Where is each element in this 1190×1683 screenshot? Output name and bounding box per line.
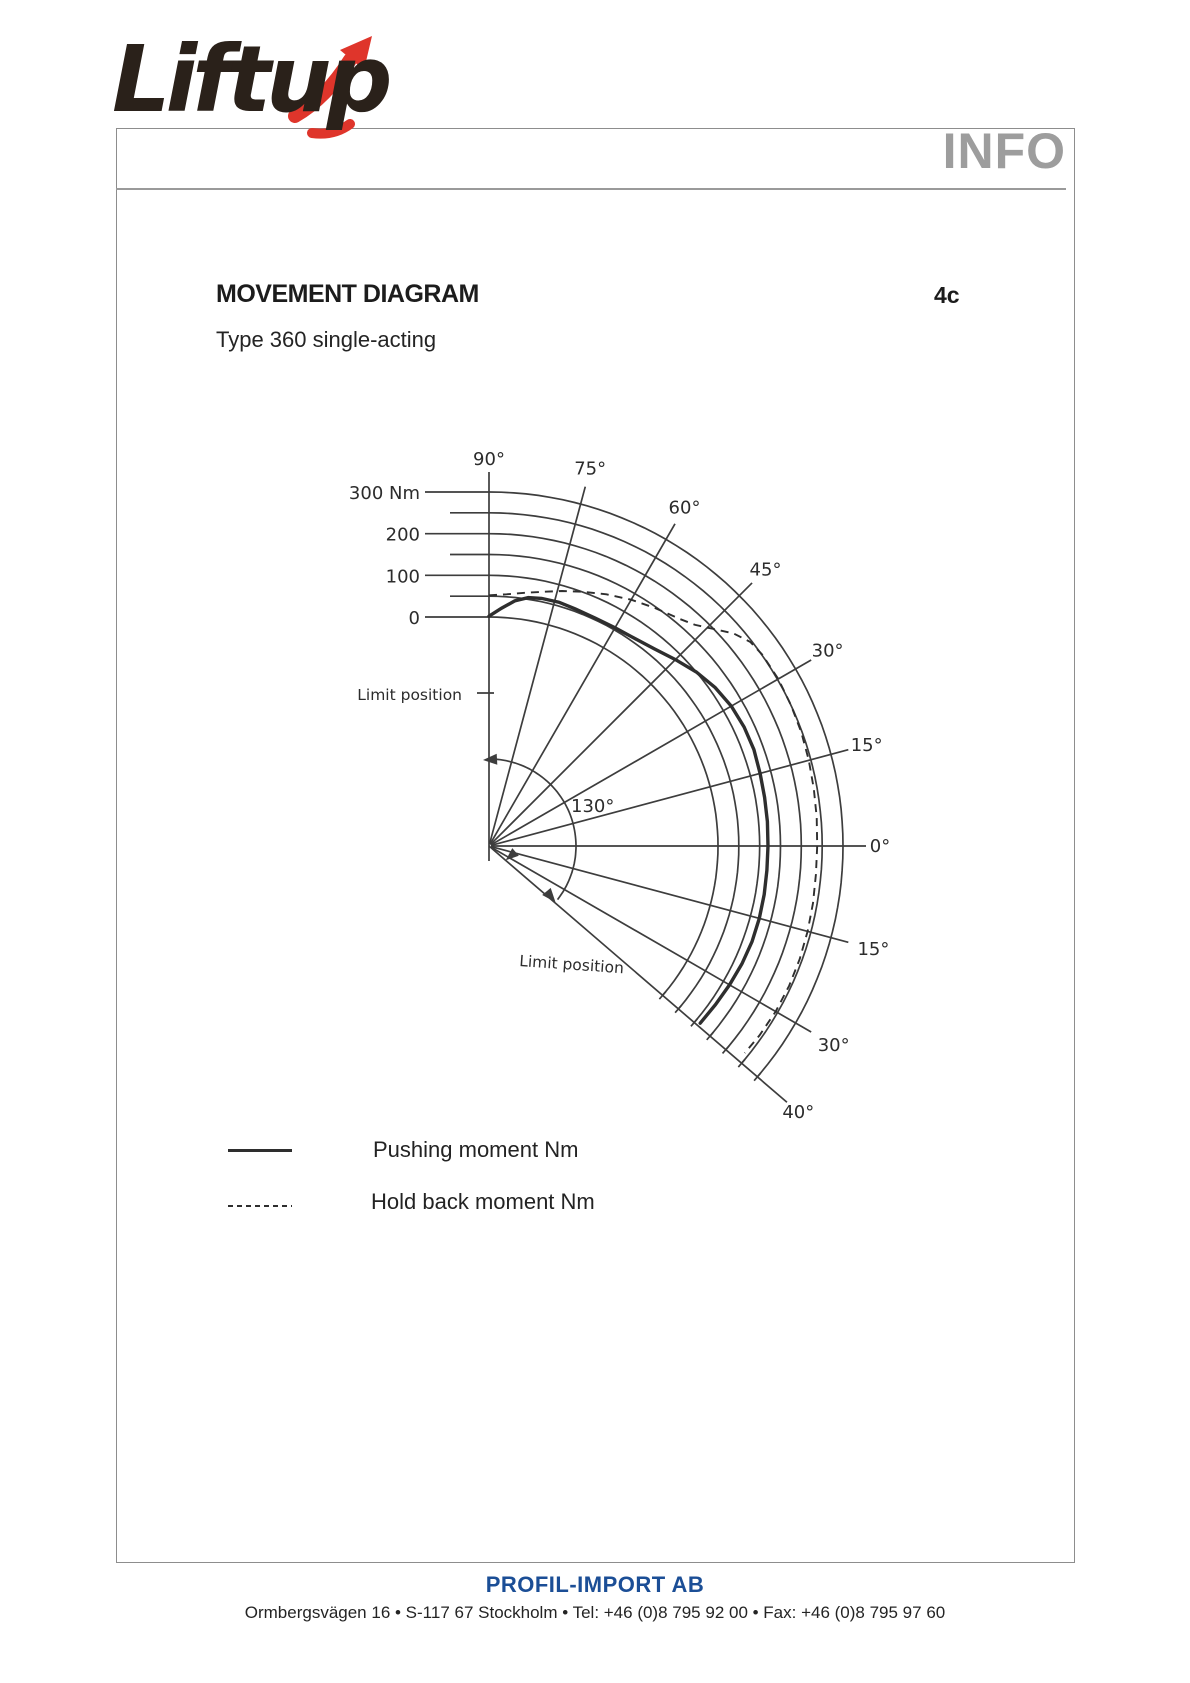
moment-label-300: 300 Nm: [348, 483, 420, 504]
legend-pushing-label: Pushing moment Nm: [373, 1137, 579, 1162]
angle-line-45: [490, 583, 752, 845]
angle-label-30°: 30°: [817, 1035, 850, 1056]
page-ref: 4c: [934, 282, 960, 308]
angle-line-75: [490, 487, 586, 844]
sweep-arc: [491, 759, 576, 900]
sweep-arrow-bottom: [542, 888, 555, 902]
page-title: MOVEMENT DIAGRAM: [216, 280, 479, 308]
moment-label-100: 100: [385, 566, 420, 588]
moment-label-200: 200: [385, 524, 420, 546]
page-subtitle: Type 360 single-acting: [216, 327, 437, 352]
legend-holdback-label: Hold back moment Nm: [371, 1189, 595, 1214]
angle-label-0°: 0°: [869, 836, 891, 857]
angle-line-40-lower-limit: [489, 846, 787, 1102]
angle-line-15: [491, 750, 848, 846]
angle-label-40°: 40°: [782, 1102, 815, 1124]
angle-label-15°: 15°: [857, 939, 890, 960]
info-heading: INFO: [942, 123, 1066, 179]
lower-limit-label: Limit position: [518, 952, 625, 978]
upper-limit-label: Limit position: [357, 686, 462, 704]
angle-label-30°: 30°: [811, 640, 844, 662]
liftup-logo: [112, 26, 532, 184]
angle-label-45°: 45°: [749, 559, 782, 581]
logo-text: Liftup: [112, 26, 388, 133]
moment-grid-arc-250: [450, 513, 822, 1064]
angle-label-90°: 90°: [473, 449, 505, 470]
sweep-angle-label: 130°: [571, 796, 615, 817]
footer-address: Ormbergsvägen 16 • S-117 67 Stockholm • Tel: +46 (0)8 795 92 00 • Fax: +46 (0)8 795 97 60: [244, 1603, 946, 1622]
moment-label-0: 0: [408, 608, 420, 629]
legend-solid-line: [228, 1149, 292, 1152]
sweep-arrow-top: [483, 754, 497, 765]
legend-dashed-line: [228, 1205, 292, 1207]
angle-line--30: [491, 847, 811, 1032]
angle-label-15°: 15°: [850, 734, 883, 756]
footer-company: PROFIL-IMPORT AB: [485, 1572, 705, 1597]
angle-line-30: [491, 660, 811, 845]
angle-label-60°: 60°: [668, 497, 701, 519]
angle-label-75°: 75°: [574, 458, 607, 480]
